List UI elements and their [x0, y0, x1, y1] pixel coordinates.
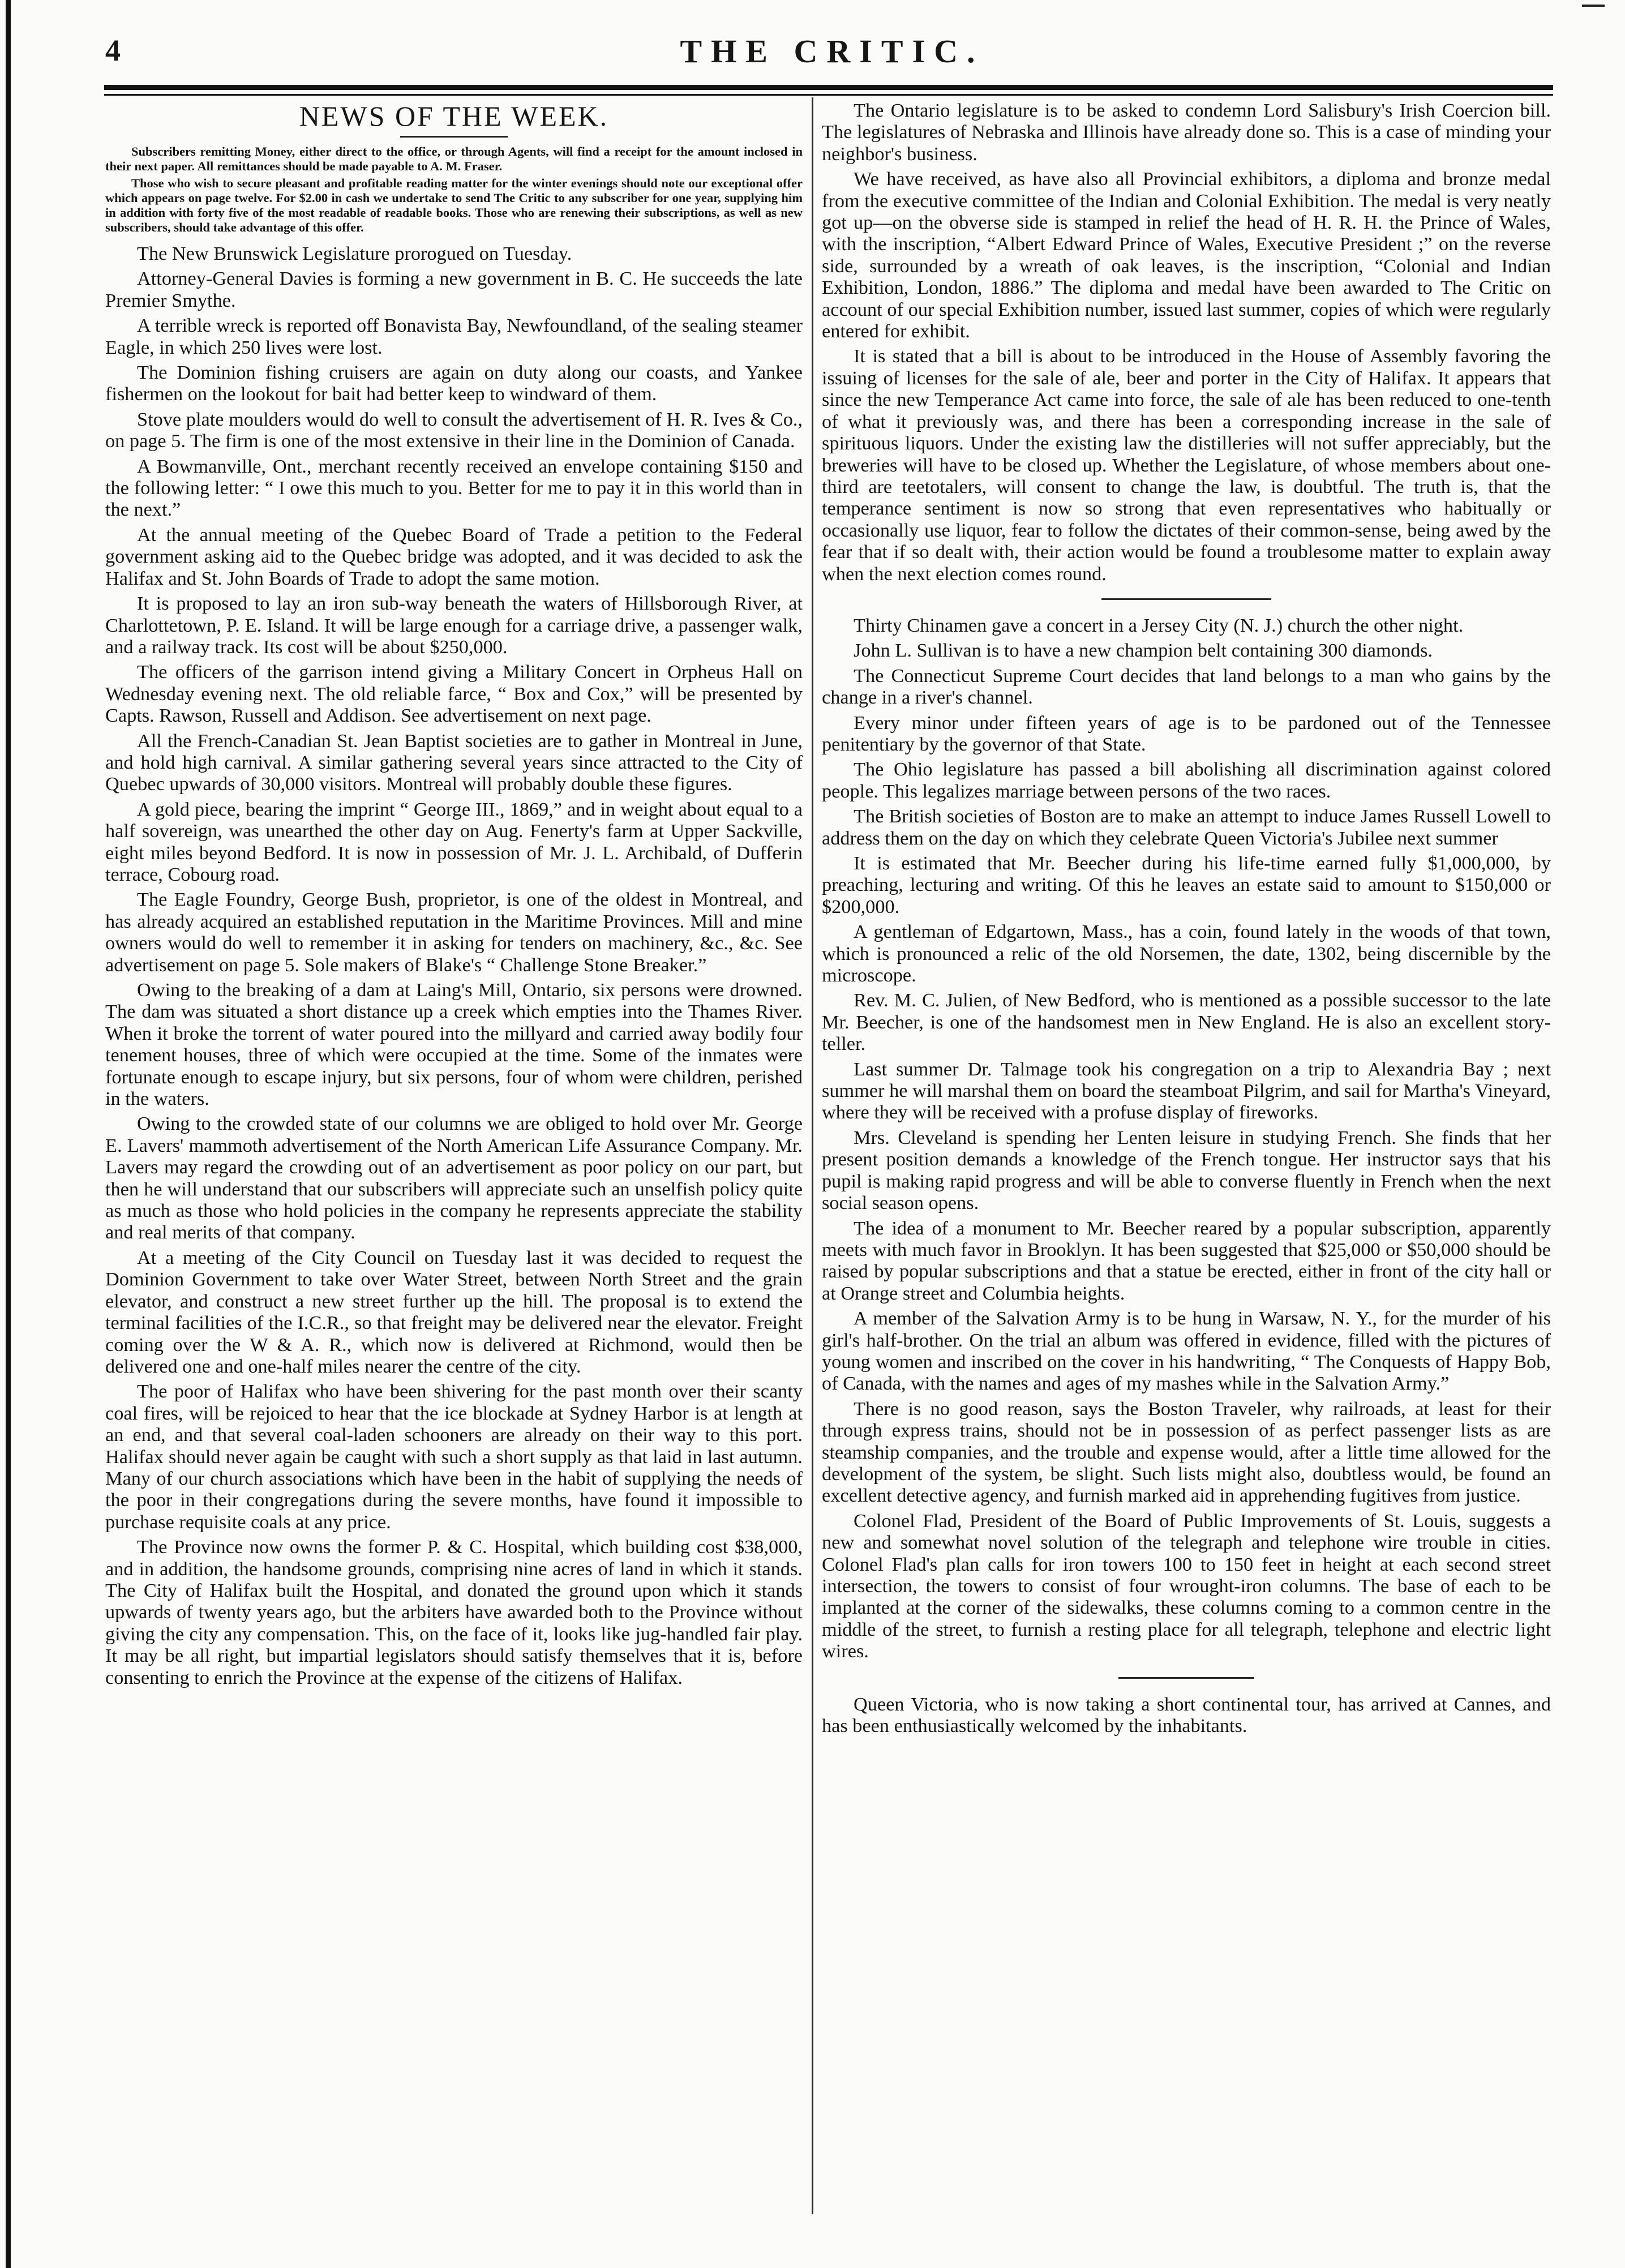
news-paragraph: Rev. M. C. Julien, of New Bedford, who is mentioned as a possible successor to the late Mr. Beecher, is one of the handsomest men in New England. He is also an excellent story-teller.: [822, 989, 1551, 1055]
news-paragraph: A terrible wreck is reported off Bonavista Bay, Newfoundland, of the sealing steamer Eagle, in which 250 lives were lost.: [105, 315, 803, 358]
subscriber-notice: Those who wish to secure pleasant and profitable reading matter for the winter evenings should note our exceptional offer which appears on page twelve. For $2.00 in cash we undertake to send The Critic to any subscriber for one year, supplying him in addition with forty five of the most readable of readable books. Those who are renewing their subscriptions, as well as new subscribers, should take advantage of this offer.: [105, 176, 803, 234]
news-paragraph: At a meeting of the City Council on Tuesday last it was decided to request the Dominion Government to take over Water Street, between North Street and the grain elevator, and construct a new street further up the hill. The proposal is to extend the terminal facilities of the I.C.R., so that freight may be delivered near the elevator. Freight coming over the W & A. R., which now is delivered at Richmond, would then be delivered one and one-half miles nearer the centre of the city.: [105, 1246, 803, 1377]
masthead-title: THE CRITIC.: [680, 33, 984, 70]
news-paragraph: The Dominion fishing cruisers are again on duty along our coasts, and Yankee fishermen on the lookout for bait had better keep to windward of them.: [105, 362, 803, 405]
news-paragraph: The New Brunswick Legislature prorogued on Tuesday.: [137, 243, 572, 264]
news-paragraph: We have received, as have also all Provincial exhibitors, a diploma and bronze medal from the executive committee of the Indian and Colonial Exhibition. The medal is very neatly got up—on the obverse side is stamped in relief the head of H. R. H. the Prince of Wales, with the inscription, “Albert Edward Prince of Wales, Executive President ;” on the reverse side, surrounded by a wreath of oak leaves, is the inscription, “Colonial and Indian Exhibition, London, 1886.” The diploma and medal have been awarded to The Critic on account of our special Exhibition number, issued last summer, copies of which were regularly entered for exhibit.: [822, 168, 1551, 342]
news-paragraph: Mrs. Cleveland is spending her Lenten leisure in studying French. She finds that her present position demands a knowledge of the French tongue. Her instructor says that his pupil is making rapid progress and will be able to converse fluently in French when the next social season opens.: [822, 1126, 1551, 1214]
news-paragraph: The officers of the garrison intend giving a Military Concert in Orpheus Hall on Wednesday evening next. The old reliable farce, “ Box and Cox,” will be presented by Capts. Rawson, Russell and Addison. See advertisement on next page.: [105, 661, 803, 727]
header-rule-thick: [104, 85, 1553, 90]
news-paragraph: Owing to the crowded state of our columns we are obliged to hold over Mr. George E. Lavers' mammoth advertisement of the North American Life Assurance Company. Mr. Lavers may regard the crowding out of an advertisement as poor policy on our part, but then he will understand that our subscribers will appreciate such an unselfish policy quite as much as those who hold policies in the company he represents appreciate the stability and real merits of that company.: [105, 1113, 803, 1244]
news-paragraph: Attorney-General Davies is forming a new government in B. C. He succeeds the late Premier Smythe.: [105, 268, 803, 311]
left-news-items: [105, 243, 803, 1688]
news-paragraph: Stove plate moulders would do well to consult the advertisement of H. R. Ives & Co., on page 5. The firm is one of the most extensive in their line in the Dominion of Canada.: [105, 408, 803, 452]
news-paragraph: Queen Victoria, who is now taking a short continental tour, has arrived at Cannes, and has been enthusiastically welcomed by the inhabitants.: [822, 1693, 1551, 1737]
corner-mark: [1582, 5, 1605, 7]
news-paragraph: The Ontario legislature is to be asked to condemn Lord Salisbury's Irish Coercion bill. The legislatures of Nebraska and Illinois have already done so. This is a case of minding your neighbor's business.: [822, 100, 1551, 165]
news-paragraph: All the French-Canadian St. Jean Baptist societies are to gather in Montreal in June, and hold high carnival. A similar gathering several years since attracted to the City of Quebec upwards of 30,000 visitors. Montreal will probably double these figures.: [105, 730, 803, 795]
news-paragraph: A gold piece, bearing the imprint “ George III., 1869,” and in weight about equal to a half sovereign, was unearthed the other day on Aug. Fenerty's farm at Upper Sackville, eight miles beyond Bedford. It is now in possession of Mr. J. L. Archibald, of Dufferin terrace, Cobourg road.: [105, 798, 803, 885]
news-paragraph: It is stated that a bill is about to be introduced in the House of Assembly favoring the issuing of licenses for the sale of ale, beer and porter in the City of Halifax. It appears that since the new Temperance Act came into force, the sale of ale has been reduced to one-tenth of what it previously was, and there has been a corresponding increase in the sale of spirituous liquors. Under the existing law the distilleries will not suffer appreciably, but the breweries will have to be closed up. Whether the Legislature, of whose members about one-third are teetotalers, will consent to change the law, is doubtful. The truth is, that the temperance sentiment is now so strong that even representatives who habitually or occasionally use liquor, fear to follow the dictates of their common-sense, being awed by the fear that if so dealt with, their action would be found a troublesome matter to explain away when the next election comes round.: [822, 345, 1551, 585]
news-paragraph: The Province now owns the former P. & C. Hospital, which building cost $38,000, and in addition, the handsome grounds, comprising nine acres of land in which it stands. The City of Halifax built the Hospital, and donated the ground upon which it stands upwards of twenty years ago, but the arbiters have awarded both to the Province without giving the city any compensation. This, on the face of it, looks like jug-handled fair play. It may be all right, but impartial legislators should satisfy themselves that it is, before consenting to enrich the Province at the expense of the citizens of Halifax.: [105, 1536, 803, 1688]
news-paragraph: Every minor under fifteen years of age is to be pardoned out of the Tennessee penitentiary by the governor of that State.: [822, 711, 1551, 755]
subscriber-notices: [105, 144, 803, 235]
story-separator: [1101, 598, 1271, 600]
right-news-items-c: [822, 1694, 1551, 1737]
right-column: [822, 100, 1551, 2216]
story-separator: [1118, 1677, 1254, 1679]
header-rule-thin: [104, 94, 1553, 96]
news-paragraph: John L. Sullivan is to have a new champion belt containing 300 diamonds.: [854, 640, 1433, 662]
subscriber-notice: Subscribers remitting Money, either direct to the office, or through Agents, will find a receipt for the amount inclosed in their next paper. All remittances should be made payable to A. M. Fraser.: [105, 144, 803, 173]
right-news-items-a: [822, 100, 1551, 585]
news-paragraph: The poor of Halifax who have been shivering for the past month over their scanty coal fires, will be rejoiced to hear that the ice blockade at Sydney Harbor is at length at an end, and that several coal-laden schooners are already on their way to this port. Halifax should never again be caught with such a short supply as that laid in last autumn. Many of our church associations which have been in the habit of supplying the needs of the poor in their congregations during the severe months, have found it impossible to purchase requisite coals at any price.: [105, 1380, 803, 1533]
binding-edge: [6, 0, 11, 2268]
section-title: NEWS OF THE WEEK.: [299, 100, 609, 132]
news-paragraph: At the annual meeting of the Quebec Board of Trade a petition to the Federal government asking aid to the Quebec bridge was adopted, and it was decided to ask the Halifax and St. John Boards of Trade to adopt the same motion.: [105, 524, 803, 589]
left-column: [105, 100, 803, 2216]
news-paragraph: There is no good reason, says the Boston Traveler, why railroads, at least for their through express trains, should not be in possession of as perfect passenger lists as are steamship companies, and the trouble and expense would, after a little time allowed for the development of the system, be slight. Such lists might also, doubtless would, be found an excellent detective agency, and furnish marked aid in apprehending fugitives from justice.: [822, 1397, 1551, 1507]
news-paragraph: The Eagle Foundry, George Bush, proprietor, is one of the oldest in Montreal, and has already acquired an established reputation in the Maritime Provinces. Mill and mine owners would do well to remember it in asking for tenders on machinery, &c., &c. See advertisement on page 5. Sole makers of Blake's “ Challenge Stone Breaker.”: [105, 889, 803, 976]
news-paragraph: Thirty Chinamen gave a concert in a Jersey City (N. J.) church the other night.: [854, 614, 1464, 636]
news-paragraph: A Bowmanville, Ont., merchant recently received an envelope containing $150 and the following letter: “ I owe this much to you. Better for me to pay it in this world than in the next.”: [105, 455, 803, 521]
news-paragraph: Colonel Flad, President of the Board of Public Improvements of St. Louis, suggests a new and somewhat novel solution of the telegraph and telephone wire trouble in cities. Colonel Flad's plan calls for iron towers 100 to 150 feet in height at each second street intersection, the towers to consist of four wrought-iron columns. The base of each to be implanted at the corner of the sidewalks, these columns coming to a common centre in the middle of the street, to furnish a resting place for all telegraph, telephone and electric light wires.: [822, 1510, 1551, 1662]
news-paragraph: A gentleman of Edgartown, Mass., has a coin, found lately in the woods of that town, which is pronounced a relic of the old Norsemen, the date, 1302, being discernible by the microscope.: [822, 921, 1551, 987]
news-paragraph: A member of the Salvation Army is to be hung in Warsaw, N. Y., for the murder of his girl's half-brother. On the trial an album was offered in evidence, filled with the pictures of young women and inscribed on the cover in his handwriting, “ The Conquests of Happy Bob, of Canada, with the names and ages of my mashes while in the Salvation Army.”: [822, 1307, 1551, 1395]
news-paragraph: The Connecticut Supreme Court decides that land belongs to a man who gains by the change in a river's channel.: [822, 664, 1551, 709]
page-number: 4: [105, 33, 121, 67]
column-divider: [812, 97, 813, 2214]
right-news-items-b: [822, 615, 1551, 1662]
news-paragraph: It is proposed to lay an iron sub-way beneath the waters of Hillsborough River, at Charlottetown, P. E. Island. It will be large enough for a carriage drive, a passenger walk, and a railway track. Its cost will be about $250,000.: [105, 593, 803, 658]
news-paragraph: The Ohio legislature has passed a bill abolishing all discrimination against colored people. This legalizes marriage between persons of the two races.: [822, 758, 1551, 802]
news-paragraph: Owing to the breaking of a dam at Laing's Mill, Ontario, six persons were drowned. The dam was situated a short distance up a creek which empties into the Thames River. When it broke the torrent of water poured into the millyard and carried away bodily four tenement houses, three of which were occupied at the time. Some of the inmates were fortunate enough to escape injury, but six persons, four of whom were children, perished in the waters.: [105, 979, 803, 1110]
title-rule: [400, 136, 508, 138]
notice-gap: [105, 237, 803, 243]
news-paragraph: Last summer Dr. Talmage took his congregation on a trip to Alexandria Bay ; next summer he will marshal them on board the steamboat Pilgrim, and sail for Martha's Vineyard, where they will be received with a profuse display of fireworks.: [822, 1058, 1551, 1124]
news-paragraph: It is estimated that Mr. Beecher during his life-time earned fully $1,000,000, by preaching, lecturing and writing. Of this he leaves an estate said to amount to $150,000 or $200,000.: [822, 852, 1551, 918]
news-paragraph: The idea of a monument to Mr. Beecher reared by a popular subscription, apparently meets with much favor in Brooklyn. It has been suggested that $25,000 or $50,000 should be raised by popular subscriptions and that a statue be erected, either in front of the city hall or at Orange street and Columbia heights.: [822, 1217, 1551, 1304]
news-paragraph: The British societies of Boston are to make an attempt to induce James Russell Lowell to address them on the day on which they celebrate Queen Victoria's Jubilee next summer: [822, 805, 1551, 849]
